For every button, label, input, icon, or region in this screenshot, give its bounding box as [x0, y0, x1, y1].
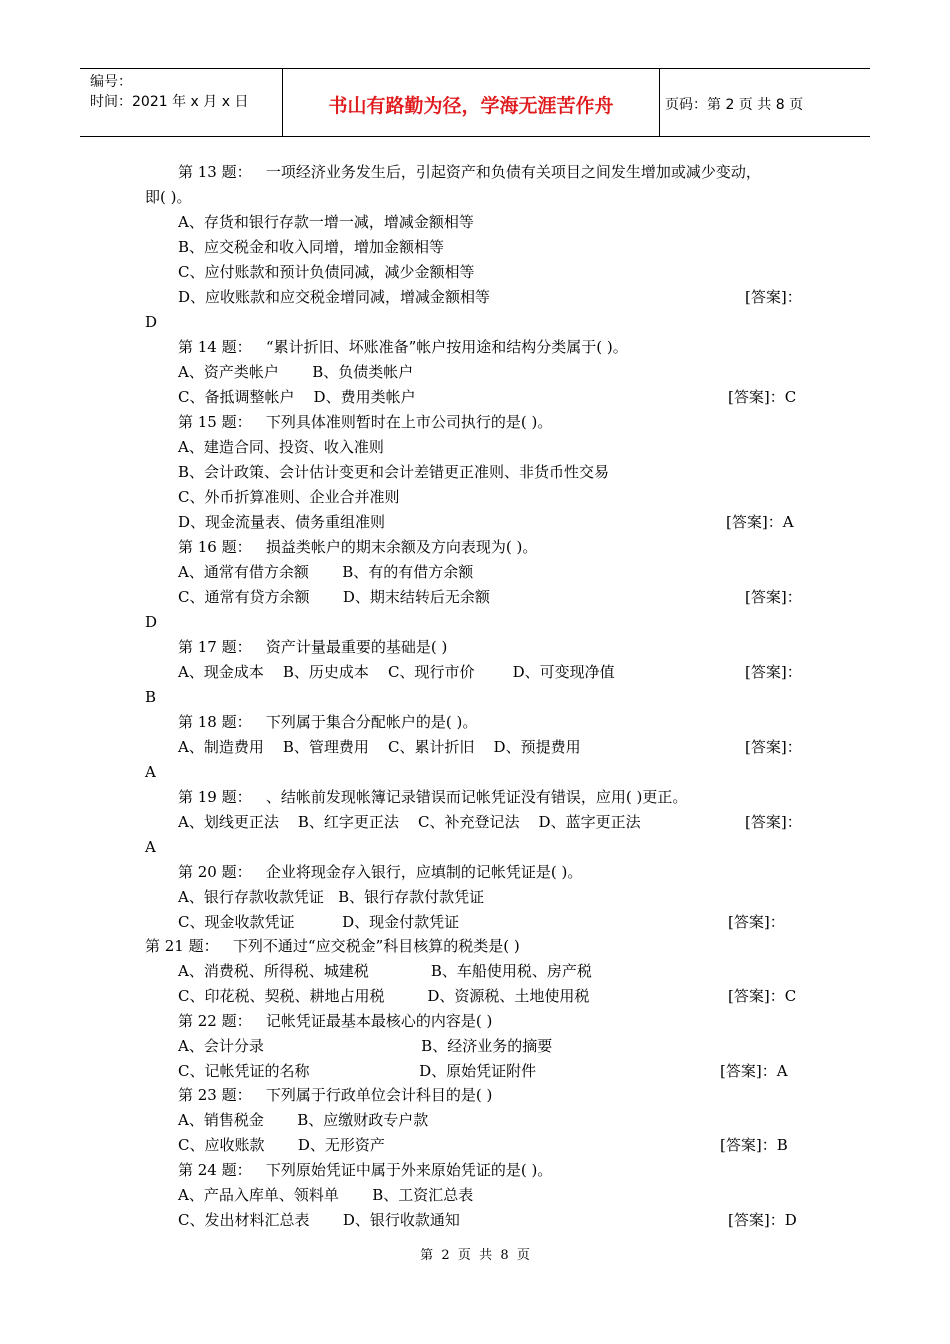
q15-option-a: A、建造合同、投资、收入准则 — [178, 438, 384, 456]
q20-answer-label: [答案]： — [728, 913, 785, 931]
q15-option-d: D、现金流量表、债务重组准则 — [178, 513, 386, 531]
q14-answer: [答案]：C — [728, 388, 797, 406]
q19-options: A、划线更正法 B、红字更正法 C、补充登记法 D、蓝字更正法 — [178, 813, 641, 831]
q21-options-cd: C、印花税、契税、耕地占用税 D、资源税、土地使用税 — [178, 987, 590, 1005]
page-header — [80, 68, 870, 137]
q13-answer-value: D — [145, 313, 158, 331]
q23-stem: 第 23 题： 下列属于行政单位会计科目的是( ) — [178, 1086, 493, 1104]
q15-stem: 第 15 题： 下列具体准则暂时在上市公司执行的是( )。 — [178, 413, 553, 431]
q19-answer-value: A — [145, 838, 156, 856]
q18-options: A、制造费用 B、管理费用 C、累计折旧 D、预提费用 — [178, 738, 581, 756]
q24-stem: 第 24 题： 下列原始凭证中属于外来原始凭证的是( )。 — [178, 1161, 553, 1179]
q14-stem: 第 14 题： “累计折旧、坏账准备”帐户按用途和结构分类属于( )。 — [178, 338, 628, 356]
q17-options: A、现金成本 B、历史成本 C、现行市价 D、可变现净值 — [178, 663, 615, 681]
q21-answer: [答案]：C — [728, 987, 797, 1005]
q13-option-d: D、应收账款和应交税金增同减，增减金额相等 — [178, 288, 491, 306]
q23-options-cd: C、应收账款 D、无形资产 — [178, 1136, 385, 1154]
q22-options-cd: C、记帐凭证的名称 D、原始凭证附件 — [178, 1062, 537, 1080]
q23-answer: [答案]：B — [720, 1136, 788, 1154]
q24-answer: [答案]：D — [728, 1211, 797, 1229]
q14-options-cd: C、备抵调整帐户 D、费用类帐户 — [178, 388, 416, 406]
q13-option-a: A、存货和银行存款一增一减，增减金额相等 — [178, 213, 474, 231]
q13-option-c: C、应付账款和预计负债同减，减少金额相等 — [178, 263, 475, 281]
q16-stem: 第 16 题： 损益类帐户的期末余额及方向表现为( )。 — [178, 538, 538, 556]
q15-option-b: B、会计政策、会计估计变更和会计差错更正准则、非货币性交易 — [178, 463, 610, 481]
header-meta-cell — [80, 69, 282, 136]
page-footer: 第 2 页 共 8 页 — [420, 1248, 530, 1263]
q18-answer-label: [答案]： — [745, 738, 802, 756]
q15-answer: [答案]：A — [726, 513, 794, 531]
q21-options-ab: A、消费税、所得税、城建税 B、车船使用税、房产税 — [178, 962, 592, 980]
q13-answer-label: [答案]： — [745, 288, 802, 306]
q17-answer-label: [答案]： — [745, 663, 802, 681]
q16-options-ab: A、通常有借方余额 B、有的有借方余额 — [178, 563, 474, 581]
q16-answer-label: [答案]： — [745, 588, 802, 606]
q20-stem: 第 20 题： 企业将现金存入银行，应填制的记帐凭证是( )。 — [178, 863, 583, 881]
q19-answer-label: [答案]： — [745, 813, 802, 831]
q15-option-c: C、外币折算准则、企业合并准则 — [178, 488, 400, 506]
q18-answer-value: A — [145, 763, 156, 781]
q24-options-ab: A、产品入库单、领料单 B、工资汇总表 — [178, 1186, 474, 1204]
number-label: 编号： — [90, 74, 132, 90]
q17-stem: 第 17 题： 资产计量最重要的基础是( ) — [178, 638, 448, 656]
q19-stem: 第 19 题： 、结帐前发现帐簿记录错误而记帐凭证没有错误，应用( )更正。 — [178, 788, 688, 806]
header-page-cell — [659, 69, 870, 136]
q24-options-cd: C、发出材料汇总表 D、银行收款通知 — [178, 1211, 460, 1229]
q22-options-ab: A、会计分录 B、经济业务的摘要 — [178, 1037, 553, 1055]
q14-options-ab: A、资产类帐户 B、负债类帐户 — [178, 363, 414, 381]
header-motto-cell — [282, 69, 660, 136]
q22-answer: [答案]：A — [720, 1062, 788, 1080]
q20-options-cd: C、现金收款凭证 D、现金付款凭证 — [178, 913, 460, 931]
time-label: 时间：2021 年 x 月 x 日 — [90, 94, 249, 110]
q20-options-ab: A、银行存款收款凭证 B、银行存款付款凭证 — [178, 888, 485, 906]
q21-stem: 第 21 题： 下列不通过“应交税金”科目核算的税类是( ) — [145, 937, 520, 955]
q13-stem-cont: 即( )。 — [145, 188, 192, 206]
q16-answer-value: D — [145, 613, 158, 631]
header-motto: 书山有路勤为径，学海无涯苦作舟 — [328, 95, 614, 117]
q13-stem: 第 13 题： 一项经济业务发生后，引起资产和负债有关项目之间发生增加或减少变动， — [178, 163, 761, 181]
q16-options-cd: C、通常有贷方余额 D、期末结转后无余额 — [178, 588, 490, 606]
q18-stem: 第 18 题： 下列属于集合分配帐户的是( )。 — [178, 713, 478, 731]
page-info: 页码：第 2 页 共 8 页 — [665, 97, 804, 113]
q17-answer-value: B — [145, 688, 157, 706]
q23-options-ab: A、销售税金 B、应缴财政专户款 — [178, 1111, 429, 1129]
q13-option-b: B、应交税金和收入同增，增加金额相等 — [178, 238, 445, 256]
q22-stem: 第 22 题： 记帐凭证最基本最核心的内容是( ) — [178, 1012, 493, 1030]
